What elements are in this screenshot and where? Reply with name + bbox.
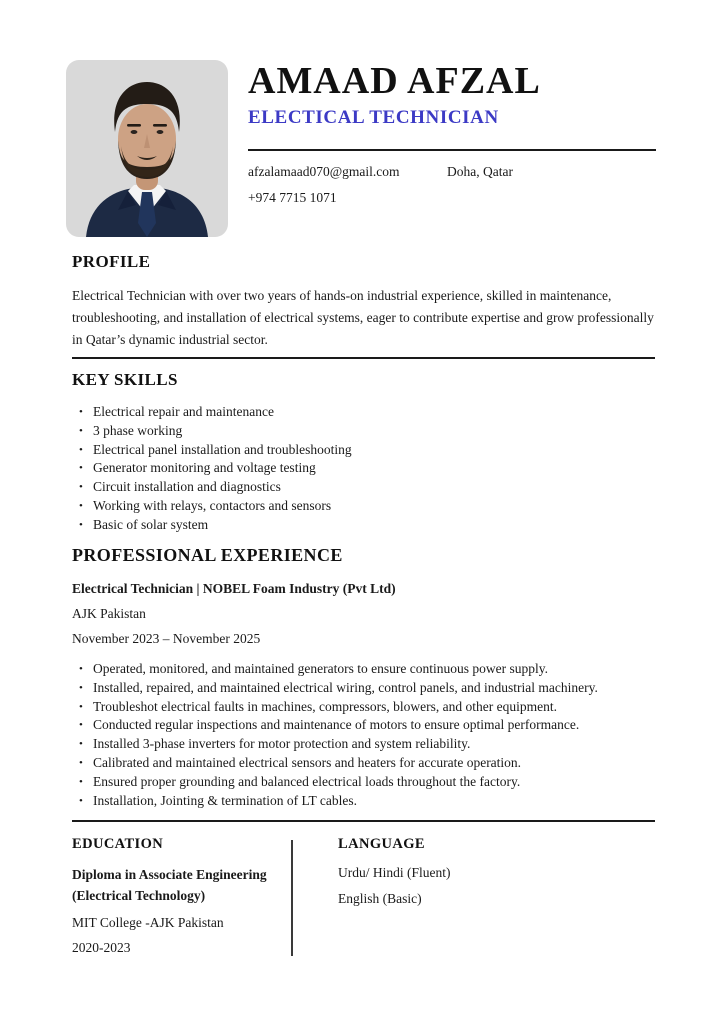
skill-item: • 3 phase working: [72, 422, 655, 441]
portrait-illustration: [66, 60, 228, 237]
profile-heading: PROFILE: [72, 252, 151, 271]
experience-bullet: • Operated, monitored, and maintained generators to ensure continuous power supply.: [72, 660, 655, 679]
bottom-columns: [72, 836, 655, 956]
experience-dates: November 2023 – November 2025: [72, 631, 261, 646]
skill-item: • Circuit installation and diagnostics: [72, 478, 655, 497]
header-divider: [248, 149, 656, 151]
section-divider: [72, 357, 655, 359]
experience-bullet: • Ensured proper grounding and balanced electrical loads throughout the factory.: [72, 773, 655, 792]
skill-item: • Generator monitoring and voltage testing: [72, 459, 655, 478]
job-title-heading: ELECTICAL TECHNICIAN: [248, 106, 499, 128]
section-divider: [72, 820, 655, 822]
language-item: English (Basic): [338, 891, 422, 906]
education-degree-line1: Diploma in Associate Engineering: [72, 867, 267, 882]
skill-item: • Working with relays, contactors and sensors: [72, 497, 655, 516]
phone-text: +974 7715 1071: [248, 189, 337, 205]
experience-section: [72, 545, 655, 810]
profile-section: [72, 252, 655, 351]
profile-photo: [66, 60, 228, 237]
language-item: Urdu/ Hindi (Fluent): [338, 865, 451, 880]
education-degree-line2: (Electrical Technology): [72, 888, 206, 903]
education-section: [72, 836, 291, 956]
experience-bullet-list: [72, 660, 655, 810]
key-skills-list: [72, 403, 655, 535]
experience-job-title: Electrical Technician | NOBEL Foam Industry (Pvt Ltd): [72, 581, 396, 596]
experience-heading: PROFESSIONAL EXPERIENCE: [72, 545, 343, 565]
skill-item: • Basic of solar system: [72, 516, 655, 535]
candidate-name: AMAAD AFZAL: [248, 60, 541, 102]
experience-bullet: • Installation, Jointing & termination of LT cables.: [72, 792, 655, 811]
key-skills-section: [72, 370, 655, 535]
education-school: MIT College -AJK Pakistan: [72, 915, 224, 930]
experience-bullet: • Troubleshot electrical faults in machines, compressors, blowers, and other equipment.: [72, 698, 655, 717]
key-skills-heading: KEY SKILLS: [72, 370, 178, 389]
experience-bullet: • Calibrated and maintained electrical sensors and heaters for accurate operation.: [72, 754, 655, 773]
experience-location: AJK Pakistan: [72, 606, 146, 621]
experience-bullet: • Installed, repaired, and maintained electrical wiring, control panels, and industrial machinery.: [72, 679, 655, 698]
location-text: Doha, Qatar: [447, 163, 513, 179]
email-text: afzalamaad070@gmail.com: [248, 163, 400, 179]
column-divider: [291, 840, 293, 956]
language-section: [338, 836, 451, 956]
experience-bullet: • Installed 3-phase inverters for motor protection and system reliability.: [72, 735, 655, 754]
profile-text: Electrical Technician with over two years of hands-on industrial experience, skilled in maintenance, troubleshooting, and installation of electrical systems, eager to contribute expertise and grow professionally in Qatar’s dynamic industrial sector.: [72, 288, 654, 347]
skill-item: • Electrical panel installation and troubleshooting: [72, 441, 655, 460]
education-degree: [72, 864, 291, 906]
experience-bullet: • Conducted regular inspections and maintenance of motors to ensure optimal performance.: [72, 716, 655, 735]
education-heading: EDUCATION: [72, 836, 164, 852]
education-years: 2020-2023: [72, 940, 131, 955]
contact-row: [248, 164, 656, 180]
header: [248, 62, 656, 206]
skill-item: • Electrical repair and maintenance: [72, 403, 655, 422]
language-heading: LANGUAGE: [338, 836, 425, 852]
